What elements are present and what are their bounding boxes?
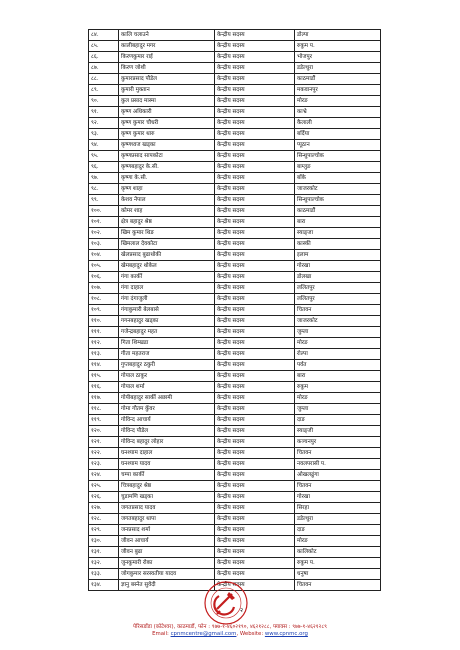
table-row <box>89 437 381 448</box>
table-row <box>89 162 381 173</box>
member-name-cell: कुमारी मुक्तान <box>119 85 215 96</box>
member-role-cell: केन्द्रीय सदस्य <box>215 327 295 338</box>
serial-number-cell: १०१. <box>89 217 119 228</box>
table-row <box>89 283 381 294</box>
district-cell: कास्की <box>295 239 381 250</box>
serial-number-cell: ११०. <box>89 316 119 327</box>
district-cell: कालिकोट <box>295 547 381 558</box>
table-row <box>89 250 381 261</box>
member-name-cell: घनश्याम यादव <box>119 459 215 470</box>
serial-number-cell: १०२. <box>89 228 119 239</box>
district-cell: मोरङ <box>295 338 381 349</box>
member-role-cell: केन्द्रीय सदस्य <box>215 184 295 195</box>
district-cell: जाजरकोट <box>295 316 381 327</box>
district-cell: कञ्चनपुर <box>295 437 381 448</box>
table-row <box>89 525 381 536</box>
member-name-cell: गोमा गौतम कुँवर <box>119 404 215 415</box>
member-role-cell: केन्द्रीय सदस्य <box>215 283 295 294</box>
serial-number-cell: ९०. <box>89 96 119 107</box>
table-row <box>89 536 381 547</box>
member-name-cell: गंगा दाहाल <box>119 283 215 294</box>
serial-number-cell: ९५. <box>89 151 119 162</box>
district-cell: डडेल्धुरा <box>295 514 381 525</box>
table-row <box>89 360 381 371</box>
table-row <box>89 173 381 184</box>
member-name-cell: गुप्तबहादुर ठकुरी <box>119 360 215 371</box>
table-row <box>89 470 381 481</box>
district-cell: नवलपरासी प. <box>295 459 381 470</box>
district-cell: चितवन <box>295 580 381 591</box>
serial-number-cell: १०५. <box>89 261 119 272</box>
district-cell: सिन्धुपाल्चोक <box>295 195 381 206</box>
table-row <box>89 404 381 415</box>
member-role-cell: केन्द्रीय सदस्य <box>215 547 295 558</box>
member-name-cell: ज्ञानु बस्नेत सुवेदी <box>119 580 215 591</box>
district-cell: गोरखा <box>295 261 381 272</box>
member-role-cell: केन्द्रीय सदस्य <box>215 250 295 261</box>
serial-number-cell: ८७. <box>89 63 119 74</box>
member-role-cell: केन्द्रीय सदस्य <box>215 239 295 250</box>
member-name-cell: कुल प्रसाद मास्मा <box>119 96 215 107</box>
table-row <box>89 151 381 162</box>
member-role-cell: केन्द्रीय सदस्य <box>215 481 295 492</box>
district-cell: स्याङ्जी <box>295 426 381 437</box>
serial-number-cell: १०७. <box>89 283 119 294</box>
table-row <box>89 74 381 85</box>
member-role-cell: केन्द्रीय सदस्य <box>215 360 295 371</box>
member-name-cell: जुनकुमारी रोका <box>119 558 215 569</box>
member-role-cell: केन्द्रीय सदस्य <box>215 151 295 162</box>
members-table-body <box>89 30 381 591</box>
serial-number-cell: ११३. <box>89 349 119 360</box>
district-cell: कैलाली <box>295 118 381 129</box>
member-role-cell: केन्द्रीय सदस्य <box>215 228 295 239</box>
district-cell: डोल्पा <box>295 30 381 41</box>
serial-number-cell: ८९. <box>89 85 119 96</box>
member-role-cell: केन्द्रीय सदस्य <box>215 305 295 316</box>
member-role-cell: केन्द्रीय सदस्य <box>215 448 295 459</box>
district-cell: प्यूठान <box>295 140 381 151</box>
serial-number-cell: १०८. <box>89 294 119 305</box>
serial-number-cell: १२४. <box>89 470 119 481</box>
district-cell: सिन्धुपाल्चोक <box>295 151 381 162</box>
table-row <box>89 52 381 63</box>
table-row <box>89 206 381 217</box>
district-cell: रुकुम प. <box>295 558 381 569</box>
serial-number-cell: ११७. <box>89 393 119 404</box>
member-role-cell: केन्द्रीय सदस्य <box>215 173 295 184</box>
table-row <box>89 459 381 470</box>
serial-number-cell: ८८. <box>89 74 119 85</box>
table-row <box>89 41 381 52</box>
member-name-cell: गंगाकुमारी बेलबासे <box>119 305 215 316</box>
district-cell: धनुषा <box>295 569 381 580</box>
table-row <box>89 349 381 360</box>
table-row <box>89 371 381 382</box>
serial-number-cell: १०४. <box>89 250 119 261</box>
member-role-cell: केन्द्रीय सदस्य <box>215 404 295 415</box>
table-row <box>89 558 381 569</box>
table-row <box>89 63 381 74</box>
table-row <box>89 85 381 96</box>
serial-number-cell: १३२. <box>89 558 119 569</box>
district-cell: डोलखा <box>295 272 381 283</box>
table-row <box>89 316 381 327</box>
district-cell: रुकुम प. <box>295 41 381 52</box>
district-cell: चितवन <box>295 305 381 316</box>
table-row <box>89 327 381 338</box>
serial-number-cell: ११५. <box>89 371 119 382</box>
member-name-cell: कृष्णा के.सी. <box>119 173 215 184</box>
district-cell: ओखलढुंगा <box>295 470 381 481</box>
member-name-cell: जीवन बुढा <box>119 547 215 558</box>
serial-number-cell: १२१. <box>89 437 119 448</box>
table-row <box>89 382 381 393</box>
member-name-cell: कृष्ण कुमार थारु <box>119 129 215 140</box>
member-role-cell: केन्द्रीय सदस्य <box>215 261 295 272</box>
serial-number-cell: १२८. <box>89 514 119 525</box>
member-role-cell: केन्द्रीय सदस्य <box>215 536 295 547</box>
table-row <box>89 415 381 426</box>
member-role-cell: केन्द्रीय सदस्य <box>215 118 295 129</box>
serial-number-cell: १३१. <box>89 547 119 558</box>
serial-number-cell: १२५. <box>89 481 119 492</box>
member-role-cell: केन्द्रीय सदस्य <box>215 294 295 305</box>
table-row <box>89 305 381 316</box>
district-cell: रुकुम <box>295 382 381 393</box>
district-cell: मोरङ <box>295 96 381 107</box>
member-role-cell: केन्द्रीय सदस्य <box>215 85 295 96</box>
table-row <box>89 547 381 558</box>
serial-number-cell: ९९. <box>89 195 119 206</box>
member-name-cell: गजेन्द्रबहादुर महत <box>119 327 215 338</box>
member-role-cell: केन्द्रीय सदस्य <box>215 459 295 470</box>
member-name-cell: गोविन्द पौडेल <box>119 426 215 437</box>
district-cell: दाङ <box>295 415 381 426</box>
table-row <box>89 272 381 283</box>
serial-number-cell: १००. <box>89 206 119 217</box>
district-cell: काभ्रे <box>295 107 381 118</box>
members-table <box>88 29 381 591</box>
table-row <box>89 448 381 459</box>
serial-number-cell: १२३. <box>89 459 119 470</box>
member-role-cell: केन्द्रीय सदस्य <box>215 349 295 360</box>
table-row <box>89 129 381 140</box>
table-row <box>89 261 381 272</box>
district-cell: इलाम <box>295 250 381 261</box>
member-name-cell: गंगा कार्की <box>119 272 215 283</box>
serial-number-cell: १०३. <box>89 239 119 250</box>
party-seal-logo-icon <box>203 580 249 626</box>
member-role-cell: केन्द्रीय सदस्य <box>215 580 295 591</box>
district-cell: सिरहा <box>295 503 381 514</box>
member-role-cell: केन्द्रीय सदस्य <box>215 74 295 85</box>
district-cell: जुम्ला <box>295 404 381 415</box>
member-role-cell: केन्द्रीय सदस्य <box>215 63 295 74</box>
member-name-cell: कृष्णबहादुर के.सी. <box>119 162 215 173</box>
table-row <box>89 195 381 206</box>
district-cell: बाग्लुङ <box>295 162 381 173</box>
member-role-cell: केन्द्रीय सदस्य <box>215 162 295 173</box>
member-role-cell: केन्द्रीय सदस्य <box>215 426 295 437</box>
member-name-cell: जगतबहादुर थापा <box>119 514 215 525</box>
serial-number-cell: ११९. <box>89 415 119 426</box>
serial-number-cell: ११४. <box>89 360 119 371</box>
member-role-cell: केन्द्रीय सदस्य <box>215 206 295 217</box>
member-role-cell: केन्द्रीय सदस्य <box>215 217 295 228</box>
serial-number-cell: ९६. <box>89 162 119 173</box>
member-name-cell: केशव नेपाल <box>119 195 215 206</box>
website-label: , Website: <box>236 631 264 637</box>
table-row <box>89 140 381 151</box>
member-role-cell: केन्द्रीय सदस्य <box>215 525 295 536</box>
serial-number-cell: ९४. <box>89 140 119 151</box>
serial-number-cell: १२६. <box>89 492 119 503</box>
serial-number-cell: १०६. <box>89 272 119 283</box>
member-name-cell: चुडामणि खड्का <box>119 492 215 503</box>
member-name-cell: खिम कुमार थिङ <box>119 228 215 239</box>
table-row <box>89 294 381 305</box>
member-role-cell: केन्द्रीय सदस्य <box>215 393 295 404</box>
serial-number-cell: ८६. <box>89 52 119 63</box>
serial-number-cell: १२९. <box>89 525 119 536</box>
email-label: Email: <box>152 631 169 637</box>
member-name-cell: गगनबहादुर खड्का <box>119 316 215 327</box>
member-name-cell: जोगकुमार सरस्वतीया यादव <box>119 569 215 580</box>
table-row <box>89 184 381 195</box>
member-name-cell: गोपीबहादुर सार्की अछामी <box>119 393 215 404</box>
page-number: २ <box>240 607 244 614</box>
table-row <box>89 503 381 514</box>
district-cell: जाजरकोट <box>295 184 381 195</box>
serial-number-cell: ९७. <box>89 173 119 184</box>
member-role-cell: केन्द्रीय सदस्य <box>215 129 295 140</box>
member-name-cell: गोपाल शर्मा <box>119 382 215 393</box>
member-name-cell: किरण जोशी <box>119 63 215 74</box>
member-role-cell: केन्द्रीय सदस्य <box>215 41 295 52</box>
district-cell: बर्दिया <box>295 129 381 140</box>
table-row <box>89 481 381 492</box>
table-row <box>89 96 381 107</box>
member-name-cell: कृष्णध्वज खड्का <box>119 140 215 151</box>
member-role-cell: केन्द्रीय सदस्य <box>215 272 295 283</box>
district-cell: डडेल्धुरा <box>295 63 381 74</box>
member-name-cell: चम्पा कार्की <box>119 470 215 481</box>
district-cell: बारा <box>295 217 381 228</box>
member-name-cell: गंगा दंगाजुली <box>119 294 215 305</box>
district-cell: स्याङ्जा <box>295 228 381 239</box>
district-cell: चितवन <box>295 448 381 459</box>
table-row <box>89 239 381 250</box>
footer-address: पेरिसडाँडा (कोटेश्वर), काठमाडौं, फोन : ९७७-१-४६०२१९०, ४६२१२८८, फ्याक्स : ९७७-१-४६२१२८९ <box>133 624 327 630</box>
member-name-cell: कृष्णप्रसाद सापकोटा <box>119 151 215 162</box>
district-cell: बाँके <box>295 173 381 184</box>
serial-number-cell: १२२. <box>89 448 119 459</box>
district-cell: चितवन <box>295 481 381 492</box>
district-cell: दाङ <box>295 525 381 536</box>
member-name-cell: किरणकुमार राई <box>119 52 215 63</box>
member-role-cell: केन्द्रीय सदस्य <box>215 52 295 63</box>
table-row <box>89 217 381 228</box>
district-cell: गोरखा <box>295 492 381 503</box>
serial-number-cell: १२०. <box>89 426 119 437</box>
member-role-cell: केन्द्रीय सदस्य <box>215 470 295 481</box>
serial-number-cell: १११. <box>89 327 119 338</box>
member-name-cell: कोमर शाह <box>119 206 215 217</box>
member-name-cell: खेमबहादुर थोकेल <box>119 261 215 272</box>
district-cell: मकवानपुर <box>295 85 381 96</box>
serial-number-cell: ११८. <box>89 404 119 415</box>
member-name-cell: खिमलाल देवकोटा <box>119 239 215 250</box>
serial-number-cell: ९३. <box>89 129 119 140</box>
member-role-cell: केन्द्रीय सदस्य <box>215 569 295 580</box>
serial-number-cell: १२७. <box>89 503 119 514</box>
serial-number-cell: ९१. <box>89 107 119 118</box>
member-role-cell: केन्द्रीय सदस्य <box>215 492 295 503</box>
member-role-cell: केन्द्रीय सदस्य <box>215 558 295 569</box>
table-row <box>89 426 381 437</box>
district-cell: ललितपुर <box>295 294 381 305</box>
member-role-cell: केन्द्रीय सदस्य <box>215 140 295 151</box>
member-role-cell: केन्द्रीय सदस्य <box>215 96 295 107</box>
table-row <box>89 228 381 239</box>
member-role-cell: केन्द्रीय सदस्य <box>215 107 295 118</box>
member-role-cell: केन्द्रीय सदस्य <box>215 338 295 349</box>
serial-number-cell: ९८. <box>89 184 119 195</box>
district-cell: पर्वत <box>295 360 381 371</box>
email-link[interactable]: cpnmcentre@gmail.com <box>170 631 237 637</box>
district-cell: मोरङ <box>295 393 381 404</box>
serial-number-cell: ११२. <box>89 338 119 349</box>
member-name-cell: क्षेत्र बहादुर श्रेष्ठ <box>119 217 215 228</box>
table-row <box>89 393 381 404</box>
serial-number-cell: १३०. <box>89 536 119 547</box>
member-name-cell: जीवन आचार्य <box>119 536 215 547</box>
footer-contact <box>0 631 460 637</box>
member-name-cell: गोपाल ठाकुर <box>119 371 215 382</box>
member-name-cell: जनप्रसाद शर्मा <box>119 525 215 536</box>
member-name-cell: गोविन्द आचार्य <box>119 415 215 426</box>
serial-number-cell: १०९. <box>89 305 119 316</box>
serial-number-cell: १३३. <box>89 569 119 580</box>
district-cell: काठमाडौं <box>295 206 381 217</box>
table-row <box>89 118 381 129</box>
member-name-cell: कृष्ण कुमार चौधरी <box>119 118 215 129</box>
district-cell: मोरङ <box>295 536 381 547</box>
district-cell: बारा <box>295 371 381 382</box>
serial-number-cell: ८४. <box>89 30 119 41</box>
district-cell: रोल्पा <box>295 349 381 360</box>
member-name-cell: घनश्याम दाहाल <box>119 448 215 459</box>
district-cell: ललितपुर <box>295 283 381 294</box>
table-row <box>89 514 381 525</box>
district-cell: काठमाडौं <box>295 74 381 85</box>
member-name-cell: गिता शिम्खडा <box>119 338 215 349</box>
member-role-cell: केन्द्रीय सदस्य <box>215 415 295 426</box>
table-row <box>89 569 381 580</box>
table-row <box>89 107 381 118</box>
member-name-cell: जगतप्रसाद यादव <box>119 503 215 514</box>
member-role-cell: केन्द्रीय सदस्य <box>215 514 295 525</box>
member-role-cell: केन्द्रीय सदस्य <box>215 30 295 41</box>
member-role-cell: केन्द्रीय सदस्य <box>215 437 295 448</box>
table-row <box>89 30 381 41</box>
member-role-cell: केन्द्रीय सदस्य <box>215 316 295 327</box>
member-name-cell: चित्रबहादुर श्रेष्ठ <box>119 481 215 492</box>
serial-number-cell: ९२. <box>89 118 119 129</box>
member-name-cell: कालि चलाउने <box>119 30 215 41</box>
website-link[interactable]: www.cpnmc.org <box>264 631 308 637</box>
serial-number-cell: ११६. <box>89 382 119 393</box>
table-row <box>89 338 381 349</box>
district-cell: भोजपुर <box>295 52 381 63</box>
serial-number-cell: १३४. <box>89 580 119 591</box>
member-name-cell: कालीबहादुर मगर <box>119 41 215 52</box>
member-name-cell: कृष्ण शाहा <box>119 184 215 195</box>
member-role-cell: केन्द्रीय सदस्य <box>215 503 295 514</box>
serial-number-cell: ८५. <box>89 41 119 52</box>
district-cell: जुम्ला <box>295 327 381 338</box>
member-name-cell: खेलप्रसाद बुढाथोकी <box>119 250 215 261</box>
member-role-cell: केन्द्रीय सदस्य <box>215 371 295 382</box>
member-name-cell: गोविन्द बहादुर लोहार <box>119 437 215 448</box>
member-role-cell: केन्द्रीय सदस्य <box>215 382 295 393</box>
member-name-cell: कुमारप्रसाद पौडेल <box>119 74 215 85</box>
member-name-cell: कृष्ण अधिकारी <box>119 107 215 118</box>
table-row <box>89 492 381 503</box>
member-role-cell: केन्द्रीय सदस्य <box>215 195 295 206</box>
member-name-cell: गीता महतराज <box>119 349 215 360</box>
